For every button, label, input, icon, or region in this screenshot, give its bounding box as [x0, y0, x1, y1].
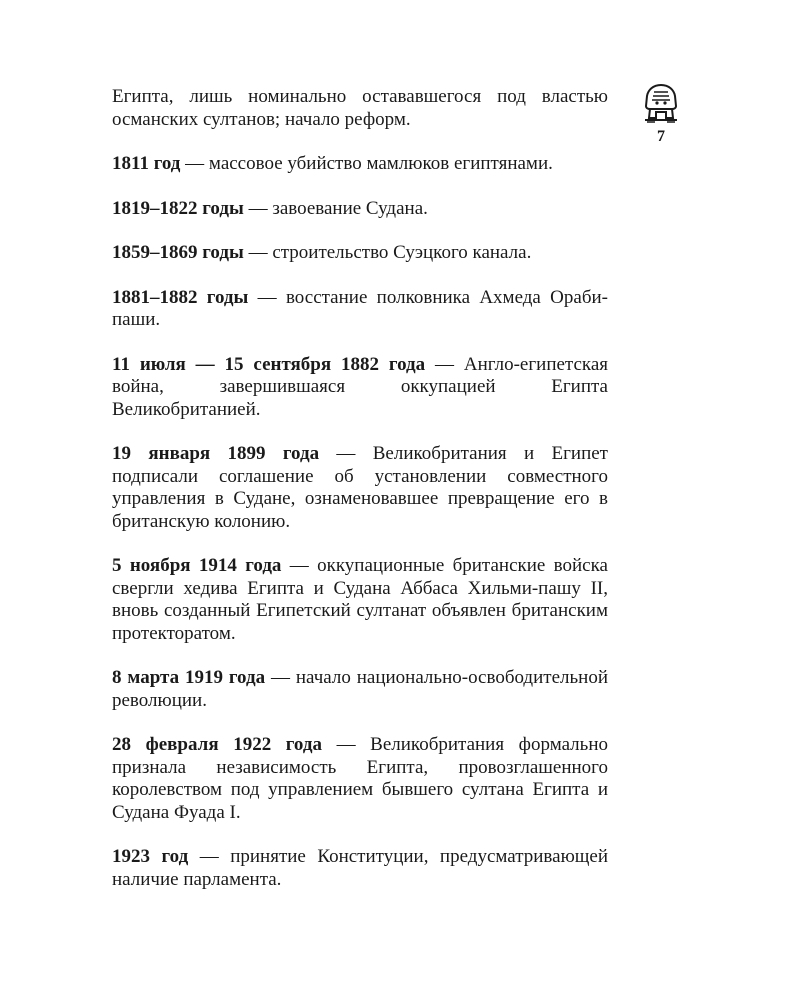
entry-text: — строительство Суэцкого канала. [243, 242, 532, 263]
entry-text: — принятие Конституции, предусматривающей наличие парламента. [112, 846, 609, 890]
chronology-entry [112, 846, 608, 891]
entry-date: 8 марта 1919 года [112, 667, 266, 688]
chronology-entry [112, 354, 608, 422]
entry-text: — массовое убийство мамлюков египтянами. [180, 153, 553, 174]
chronology-entry [112, 667, 608, 712]
entry-date: 11 июля — 15 сентября 1882 года [112, 353, 426, 375]
chronology-entry [112, 86, 608, 131]
entry-date: 19 января 1899 года [112, 443, 320, 464]
entry-text: — Великобритания формально признала независимость Египта, провозглашенного королевством под управлением бывшего султана Египта и Судана Фуада I. [112, 734, 608, 823]
chronology-entry [112, 443, 608, 533]
entry-date: 1859–1869 годы [112, 242, 244, 263]
chronology-entry [112, 242, 608, 265]
entry-date: 1819–1822 годы [112, 197, 244, 219]
chronology-entry [112, 287, 608, 332]
entry-text: Египта, лишь номинально остававшегося под властью османских султанов; начало реформ. [112, 86, 608, 130]
chronology-entry [112, 734, 608, 824]
entry-date: 1811 год [112, 153, 181, 174]
entry-date: 1881–1882 годы [112, 286, 249, 308]
page-number: 7 [657, 128, 665, 145]
chronology-entry [112, 198, 608, 221]
entry-date: 28 февраля 1922 года [112, 734, 322, 755]
entry-date: 1923 год [112, 846, 189, 867]
entry-text: — Великобритания и Египет подписали соглашение об установлении совместного управления в Судане, ознаменовавшее превращение его в британскую колонию. [112, 443, 608, 532]
chronology-entry [112, 153, 608, 176]
entry-text: — восстание полковника Ахмеда Ораби-паши. [112, 286, 608, 330]
entry-date: 5 ноября 1914 года [112, 555, 282, 576]
chronology-text [112, 86, 608, 913]
entry-text: — оккупационные британские войска свергли хедива Египта и Судана Аббаса Хильми-пашу II, вновь созданный Египетский султанат объявлен британским протекторатом. [112, 555, 608, 644]
entry-text: — Англо-египетская война, завершившаяся оккупацией Египта Великобританией. [112, 353, 609, 420]
entry-text: — завоевание Судана. [243, 197, 428, 219]
entry-text: — начало национально-освободительной революции. [112, 667, 608, 711]
chronology-entry [112, 555, 608, 645]
